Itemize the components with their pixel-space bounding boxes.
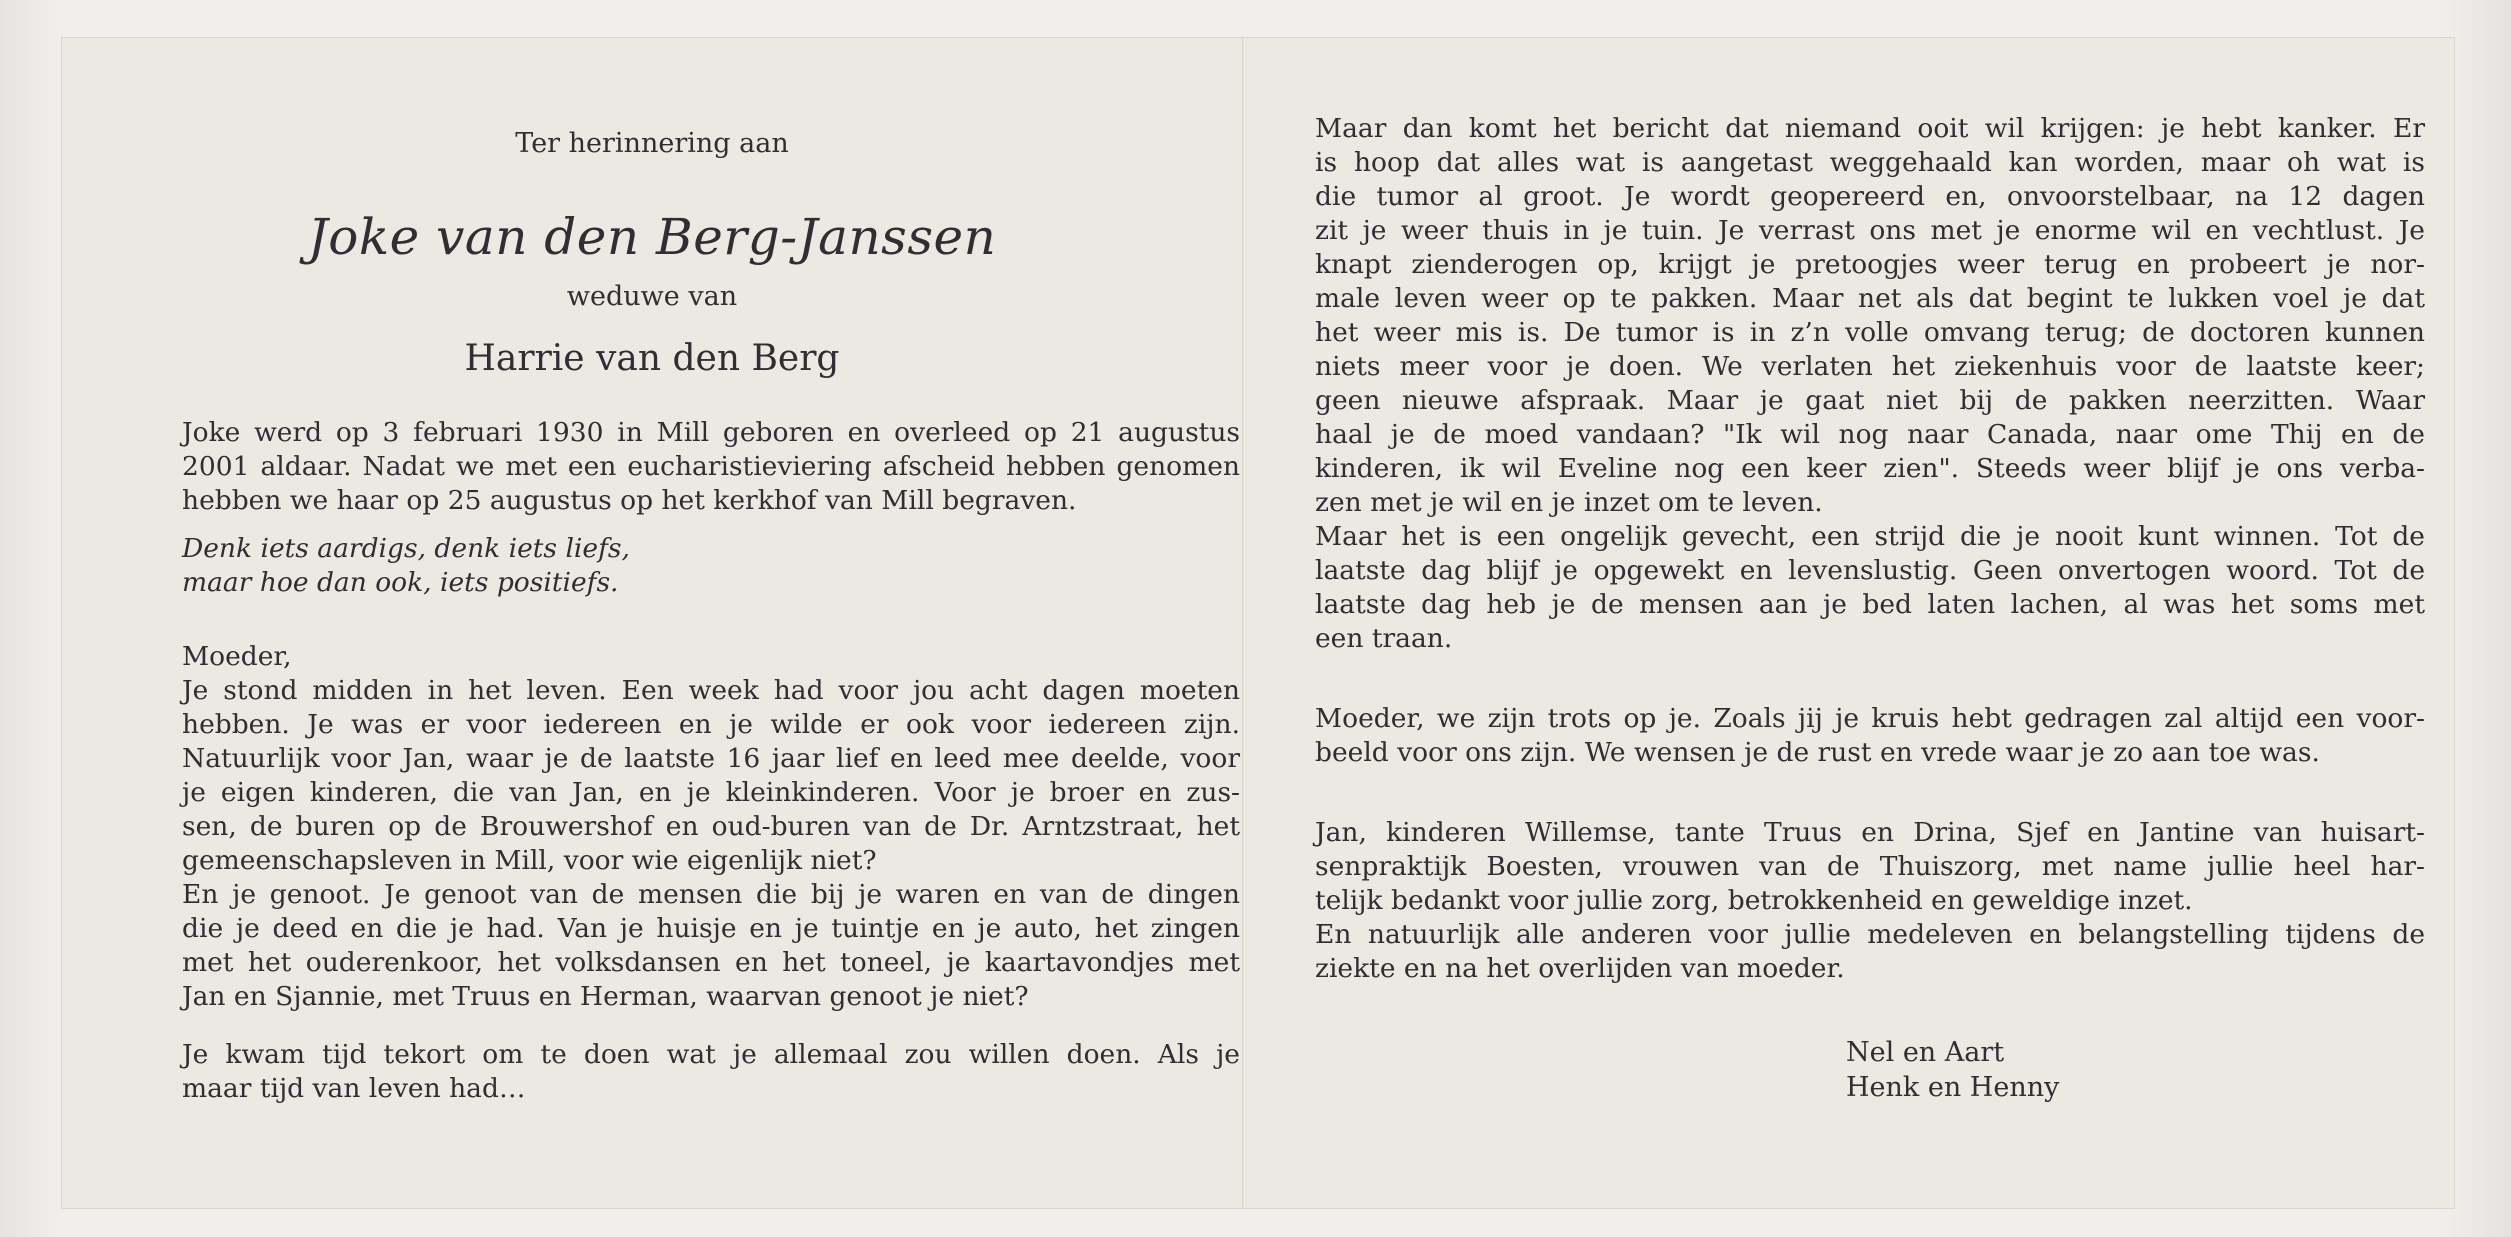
thanks-paragraph — [1315, 816, 2425, 986]
text-line: Moeder, — [182, 641, 292, 672]
text-line: geen nieuwe afspraak. Maar je gaat niet bij de pakken neerzitten. Waar — [1315, 385, 2425, 416]
text-line: male leven weer op te pakken. Maar net als dat begint te lukken voel je dat — [1315, 283, 2425, 314]
text-line: telijk bedankt voor jullie zorg, betrokkenheid en geweldige inzet. — [1315, 885, 2193, 916]
text-line: een traan. — [1315, 623, 1453, 654]
signatures — [1846, 1035, 2059, 1105]
text-line: 2001 aldaar. Nadat we met een eucharistieviering afscheid hebben genomen — [182, 451, 1240, 482]
signature-line: Nel en Aart — [1846, 1037, 2005, 1068]
text-line: sen, de buren op de Brouwershof en oud-buren van de Dr. Arntzstraat, het — [182, 811, 1240, 842]
text-line: senpraktijk Boesten, vrouwen van de Thuiszorg, met name jullie heel har- — [1315, 851, 2425, 882]
text-line: haal je de moed vandaan? "Ik wil nog naar Canada, naar ome Thij en de — [1315, 419, 2425, 450]
intro-text: Ter herinnering aan — [515, 128, 789, 159]
text-line: zen met je wil en je inzet om te leven. — [1315, 487, 1823, 518]
text-line: hebben we haar op 25 augustus op het kerkhof van Mill begraven. — [182, 485, 1077, 516]
text-line: maar tijd van leven had… — [182, 1073, 526, 1104]
text-line: maar hoe dan ook, iets positiefs. — [182, 567, 619, 598]
closing-paragraph — [182, 1038, 1240, 1106]
text-line: het weer mis is. De tumor is in z’n volle omvang terug; de doctoren kunnen — [1315, 317, 2425, 348]
text-line: Je stond midden in het leven. Een week had voor jou acht dagen moeten — [182, 675, 1240, 706]
text-line: laatste dag heb je de mensen aan je bed laten lachen, al was het soms met — [1315, 589, 2425, 620]
text-line: ziekte en na het overlijden van moeder. — [1315, 953, 1845, 984]
text-line: Je kwam tijd tekort om te doen wat je allemaal zou willen doen. Als je — [182, 1039, 1240, 1070]
deceased-name: Joke van den Berg-Janssen — [307, 208, 997, 266]
text-line: je eigen kinderen, die van Jan, en je kleinkinderen. Voor je broer en zus- — [182, 777, 1240, 808]
text-line: zit je weer thuis in je tuin. Je verrast ons met je enorme wil en vechtlust. Je — [1315, 215, 2425, 246]
life-paragraph — [182, 416, 1240, 518]
memorial-card — [62, 38, 2454, 1208]
tribute-paragraph — [182, 640, 1240, 1014]
illness-paragraph — [1315, 112, 2425, 656]
text-line: met het ouderenkoor, het volksdansen en het toneel, je kaartavondjes met — [182, 947, 1240, 978]
text-line: En natuurlijk alle anderen voor jullie medeleven en belangstelling tijdens de — [1315, 919, 2425, 950]
text-line: Natuurlijk voor Jan, waar je de laatste 16 jaar lief en leed mee deelde, voor — [182, 743, 1240, 774]
text-line: gemeenschapsleven in Mill, voor wie eigenlijk niet? — [182, 845, 877, 876]
text-line: Denk iets aardigs, denk iets liefs, — [182, 533, 630, 564]
text-line: die tumor al groot. Je wordt geopereerd en, onvoorstelbaar, na 12 dagen — [1315, 181, 2425, 212]
text-line: En je genoot. Je genoot van de mensen die bij je waren en van de dingen — [182, 879, 1240, 910]
text-line: niets meer voor je doen. We verlaten het ziekenhuis voor de laatste keer; — [1315, 351, 2425, 382]
text-line: Jan, kinderen Willemse, tante Truus en Drina, Sjef en Jantine van huisart- — [1315, 817, 2425, 848]
widow-of-text: weduwe van — [566, 281, 738, 312]
text-line: die je deed en die je had. Van je huisje en je tuintje en je auto, het zingen — [182, 913, 1240, 944]
text-line: Maar dan komt het bericht dat niemand ooit wil krijgen: je hebt kanker. Er — [1315, 113, 2425, 144]
text-line: Joke werd op 3 februari 1930 in Mill geboren en overleed op 21 augustus — [182, 417, 1240, 448]
text-line: knapt zienderogen op, krijgt je pretoogjes weer terug en probeert je nor- — [1315, 249, 2425, 280]
pride-paragraph — [1315, 702, 2425, 770]
text-line: kinderen, ik wil Eveline nog een keer zien". Steeds weer blijf je ons verba- — [1315, 453, 2425, 484]
right-page — [1245, 38, 2454, 1208]
text-line: beeld voor ons zijn. We wensen je de rust en vrede waar je zo aan toe was. — [1315, 737, 2320, 768]
signature-line: Henk en Henny — [1846, 1072, 2060, 1103]
left-page — [62, 38, 1242, 1208]
text-line: laatste dag blijf je opgewekt en levenslustig. Geen onvertogen woord. Tot de — [1315, 555, 2425, 586]
text-line: Moeder, we zijn trots op je. Zoals jij je kruis hebt gedragen zal altijd een voor- — [1315, 703, 2425, 734]
quote — [182, 532, 1240, 600]
spouse-name: Harrie van den Berg — [464, 338, 840, 379]
text-line: Maar het is een ongelijk gevecht, een strijd die je nooit kunt winnen. Tot de — [1315, 521, 2425, 552]
text-line: Jan en Sjannie, met Truus en Herman, waarvan genoot je niet? — [182, 981, 1029, 1012]
text-line: hebben. Je was er voor iedereen en je wilde er ook voor iedereen zijn. — [182, 709, 1240, 740]
text-line: is hoop dat alles wat is aangetast weggehaald kan worden, maar oh wat is — [1315, 147, 2425, 178]
